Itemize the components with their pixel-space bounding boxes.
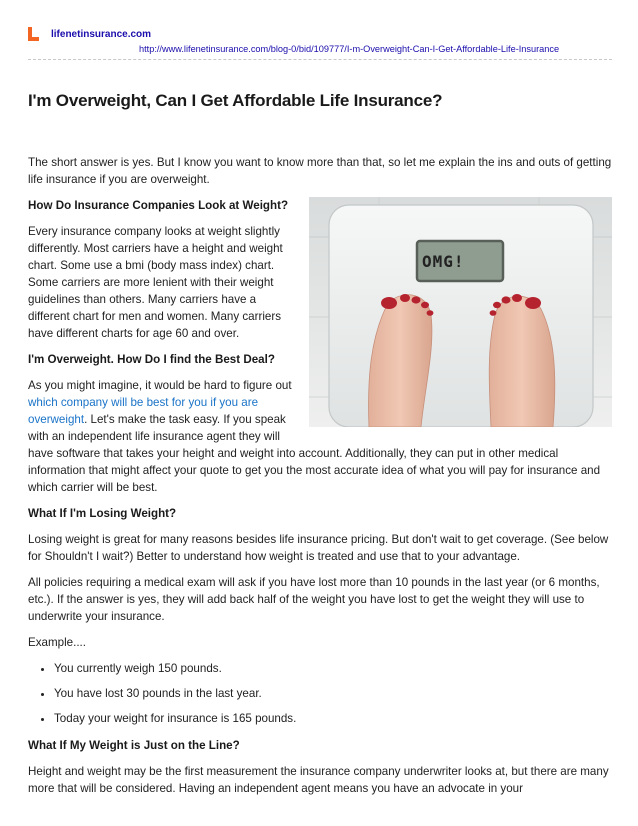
section-paragraph-weight: Every insurance company looks at weight slightly differently. Most carriers have a height and weight chart. Some use a bmi (body mass index) chart. Some carriers are more lenient with their weight guidelines than others. Many carriers have a different chart for men and women. Many carriers have different charts for age 60 and over. [28, 225, 283, 340]
intro-paragraph: The short answer is yes. But I know you want to know more than that, so let me explain the ins and outs of getting life insurance if you are overweight. [28, 156, 612, 186]
article-url-link[interactable]: http://www.lifenetinsurance.com/blog-0/bid/109777/I-m-Overweight-Can-I-Get-Affordable-Life-Insurance [139, 44, 560, 54]
section-heading-losing-weight: What If I'm Losing Weight? [28, 507, 177, 520]
scale-illustration [309, 197, 612, 427]
scale-photo [309, 197, 612, 427]
scale-display-text: OMG! [422, 252, 465, 271]
on-the-line-paragraph: Height and weight may be the first measurement the insurance company underwriter looks at, but there are many more that will be considered. Having an independent agent means you have an advocate in your [28, 765, 609, 795]
losing-weight-paragraph-1: Losing weight is great for many reasons besides life insurance pricing. But don't wait to get coverage. (See below for Shouldn't I wait?) Better to understand how weight is treated and use that to your advantage. [28, 533, 609, 563]
losing-weight-paragraph-2: All policies requiring a medical exam will ask if you have lost more than 10 pounds in the last year (or 6 months, etc.). If the answer is yes, they will add back half of the weight you have lost to get the weight they will use to underwrite your insurance. [28, 576, 600, 623]
article-body [28, 90, 612, 806]
list-item: • You have lost 30 pounds in the last year. [54, 685, 612, 702]
section-heading-best-deal: I'm Overweight. How Do I find the Best Deal? [28, 353, 275, 366]
list-item: • Today your weight for insurance is 165 pounds. [54, 710, 612, 727]
section-heading-weight: How Do Insurance Companies Look at Weight? [28, 199, 289, 212]
best-company-link[interactable]: which company will be best for you if you are overweight [28, 396, 259, 426]
example-list [28, 660, 612, 727]
best-deal-text-start: As you might imagine, it would be hard to figure out [28, 379, 292, 392]
site-link[interactable]: lifenetinsurance.com [51, 29, 152, 40]
best-deal-text-end: . Let's make the task easy. If you speak with an independent life insurance agent they will have software that takes your height and weight into account. Additionally, they can put in other medical information that might affect your quote to get you the most accurate idea of what you will pay for insurance and which carrier will be best. [28, 413, 601, 494]
page-header [0, 0, 638, 62]
lifenet-logo-icon [28, 27, 39, 41]
example-label: Example.... [28, 636, 86, 649]
list-item: • You currently weigh 150 pounds. [54, 660, 612, 677]
section-heading-on-the-line: What If My Weight is Just on the Line? [28, 739, 240, 752]
article-title: I'm Overweight, Can I Get Affordable Life Insurance? [28, 91, 443, 110]
header-divider [28, 59, 612, 60]
